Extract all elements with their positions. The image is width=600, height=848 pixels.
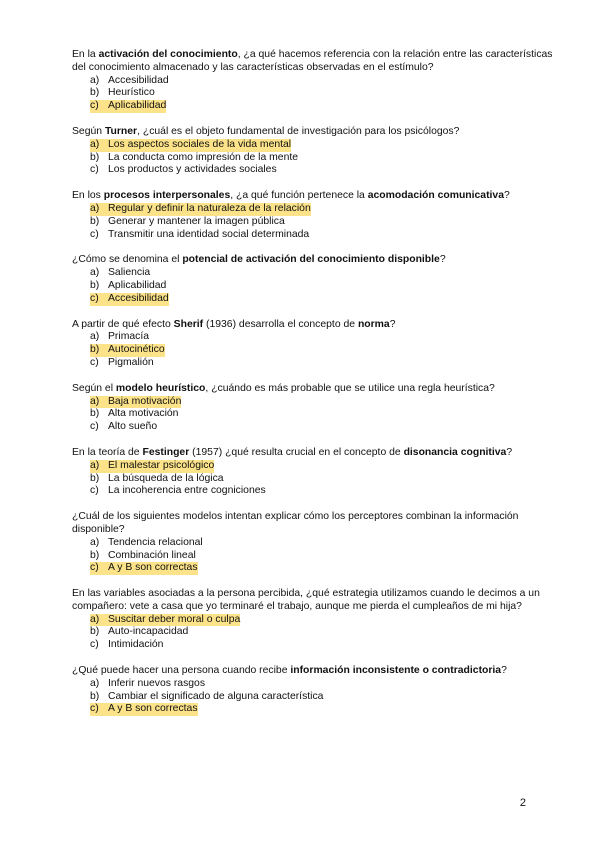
question-block (72, 49, 562, 113)
option-text: Combinación lineal (108, 549, 196, 561)
option-letter: b) (90, 690, 100, 702)
question-text-segment: Según (72, 125, 105, 137)
option-text: La conducta como impresión de la mente (108, 151, 299, 163)
option-text: Tendencia relacional (108, 536, 203, 548)
answer-option (72, 164, 562, 177)
option-text: Los productos y actividades sociales (108, 164, 277, 176)
option-letter: a) (90, 536, 100, 548)
answer-option-correct (72, 703, 562, 716)
question-text-segment: En los (72, 190, 104, 202)
answer-option (72, 87, 562, 100)
question-keyword: disonancia cognitiva (403, 446, 507, 458)
question-block (72, 190, 562, 241)
question-block (72, 383, 562, 434)
answer-option (72, 216, 562, 229)
question-text-segment: ? (389, 318, 396, 330)
question-block (72, 254, 562, 305)
option-text: La incoherencia entre cogniciones (108, 485, 266, 497)
answer-option-correct (72, 460, 562, 473)
option-letter: b) (90, 87, 100, 99)
answer-options (72, 537, 562, 575)
question-keyword: Festinger (142, 446, 190, 458)
question-text-segment: , ¿a qué función pertenece la (230, 190, 368, 202)
option-text: Alta motivación (108, 408, 179, 420)
option-text: Transmitir una identidad social determinada (108, 228, 310, 240)
answer-option (72, 473, 562, 486)
option-text: Baja motivación (108, 395, 182, 407)
option-text: La búsqueda de la lógica (108, 472, 224, 484)
question-text (72, 511, 562, 537)
option-text: Intimidación (108, 639, 164, 651)
option-text: Pigmalión (108, 356, 154, 368)
option-letter: b) (90, 408, 100, 420)
answer-option (72, 331, 562, 344)
answer-options (72, 267, 562, 305)
question-block (72, 447, 562, 498)
question-keyword: Turner (104, 125, 138, 137)
option-letter: c) (90, 356, 99, 368)
question-keyword: activación del conocimiento (98, 49, 238, 60)
answer-option (72, 267, 562, 280)
answer-option (72, 485, 562, 498)
option-letter: a) (90, 614, 108, 627)
question-text (72, 319, 562, 332)
option-text: Suscitar deber moral o culpa (108, 613, 241, 625)
question-text-segment: En la teoría de (72, 446, 143, 458)
option-letter: c) (90, 293, 108, 306)
page-number: 2 (519, 797, 526, 809)
question-list (72, 49, 562, 716)
option-letter: c) (90, 164, 99, 176)
question-text-segment: ? (439, 254, 446, 266)
option-text: Autocinético (108, 344, 165, 356)
answer-option (72, 152, 562, 165)
option-letter: a) (90, 267, 100, 279)
option-text: Inferir nuevos rasgos (108, 677, 206, 689)
option-letter: a) (90, 203, 108, 216)
question-block (72, 665, 562, 716)
question-keyword: modelo heurístico (115, 382, 206, 394)
question-text-segment: ? (506, 446, 513, 458)
option-letter: a) (90, 139, 108, 152)
option-letter: c) (90, 562, 108, 575)
question-text (72, 126, 562, 139)
answer-option-correct (72, 396, 562, 409)
answer-options (72, 203, 562, 241)
question-text-segment: (1957) ¿qué resulta crucial en el concepto de (189, 446, 404, 458)
answer-option-correct (72, 139, 562, 152)
question-text-segment: A partir de qué efecto (72, 318, 174, 330)
question-keyword: Sherif (173, 318, 204, 330)
option-text: Accesibilidad (108, 292, 169, 304)
option-letter: c) (90, 228, 99, 240)
question-text-segment: ¿Cuál de los siguientes modelos intentan explicar cómo los perceptores combinan la información disponible? (72, 511, 519, 535)
option-letter: b) (90, 151, 100, 163)
option-text: A y B son correctas (108, 562, 198, 574)
question-block (72, 511, 562, 575)
question-block (72, 588, 562, 652)
answer-options (72, 396, 562, 434)
option-text: Saliencia (108, 267, 151, 279)
answer-options (72, 331, 562, 369)
option-text: Aplicabilidad (108, 100, 167, 112)
question-text (72, 383, 562, 396)
answer-option (72, 229, 562, 242)
option-text: A y B son correctas (108, 703, 198, 715)
answer-option (72, 408, 562, 421)
option-letter: c) (90, 703, 108, 716)
option-letter: b) (90, 472, 100, 484)
answer-option (72, 678, 562, 691)
option-text: Regular y definir la naturaleza de la relación (108, 202, 311, 214)
question-text-segment: ¿Qué puede hacer una persona cuando recibe (72, 665, 291, 677)
question-text (72, 447, 562, 460)
answer-option (72, 626, 562, 639)
question-text (72, 254, 562, 267)
answer-option-correct (72, 562, 562, 575)
answer-option (72, 421, 562, 434)
question-block (72, 126, 562, 177)
option-text: Primacía (108, 331, 149, 343)
option-letter: a) (90, 74, 100, 86)
answer-options (72, 678, 562, 716)
question-keyword: acomodación comunicativa (367, 190, 504, 202)
answer-option-correct (72, 614, 562, 627)
option-letter: b) (90, 215, 100, 227)
answer-option-correct (72, 293, 562, 306)
option-letter: b) (90, 344, 108, 357)
question-keyword: información inconsistente o contradictoria (290, 665, 502, 677)
option-letter: c) (90, 639, 99, 651)
option-letter: b) (90, 549, 100, 561)
question-keyword: norma (357, 318, 390, 330)
option-text: Auto-incapacidad (108, 626, 189, 638)
question-text-segment: En las variables asociadas a la persona percibida, ¿qué estrategia utilizamos cuando le decimos a un compañero: vete a casa que yo terminaré el trabajo, aunque me pierda el cumpleaños de mi hija? (72, 588, 540, 612)
question-text-segment: ? (504, 190, 510, 202)
answer-options (72, 460, 562, 498)
question-text-segment: En la (72, 49, 99, 60)
answer-option (72, 537, 562, 550)
answer-options (72, 139, 562, 177)
answer-option (72, 639, 562, 652)
option-text: Los aspectos sociales de la vida mental (108, 138, 292, 150)
question-text-segment: ¿Cómo se denomina el (72, 254, 183, 266)
answer-options (72, 614, 562, 652)
question-text (72, 588, 562, 614)
question-text (72, 49, 562, 75)
answer-option (72, 357, 562, 370)
option-text: Cambiar el significado de alguna característica (108, 690, 324, 702)
option-letter: b) (90, 626, 100, 638)
option-text: Generar y mantener la imagen pública (108, 215, 285, 227)
option-letter: a) (90, 396, 108, 409)
option-letter: c) (90, 421, 99, 433)
question-text-segment: Según el (72, 382, 116, 394)
option-letter: a) (90, 677, 100, 689)
option-letter: c) (90, 100, 108, 113)
answer-options (72, 75, 562, 113)
answer-option-correct (72, 100, 562, 113)
question-text-segment: , ¿cuándo es más probable que se utilice una regla heurística? (205, 382, 495, 394)
option-text: Aplicabilidad (108, 279, 167, 291)
answer-option (72, 691, 562, 704)
answer-option-correct (72, 344, 562, 357)
option-text: Heurístico (108, 87, 155, 99)
question-keyword: potencial de activación del conocimiento disponible (182, 254, 440, 266)
option-text: Alto sueño (108, 421, 158, 433)
answer-option-correct (72, 203, 562, 216)
question-text-segment: (1936) desarrolla el concepto de (203, 318, 358, 330)
question-text-segment: , ¿cuál es el objeto fundamental de investigación para los psicólogos? (137, 125, 460, 137)
document-page (72, 49, 562, 729)
question-text-segment: ? (501, 665, 507, 677)
question-block (72, 319, 562, 370)
answer-option (72, 280, 562, 293)
option-text: El malestar psicológico (108, 459, 215, 471)
question-text-segment: , ¿a qué hacemos referencia con la relación entre las características del conocimiento almacenado y las características observadas en el estímulo? (72, 49, 553, 73)
option-letter: c) (90, 485, 99, 497)
option-letter: b) (90, 279, 100, 291)
option-letter: a) (90, 331, 100, 343)
question-text (72, 665, 562, 678)
question-keyword: procesos interpersonales (103, 190, 231, 202)
option-text: Accesibilidad (108, 74, 169, 86)
option-letter: a) (90, 460, 108, 473)
answer-option (72, 550, 562, 563)
question-text (72, 190, 562, 203)
answer-option (72, 75, 562, 88)
